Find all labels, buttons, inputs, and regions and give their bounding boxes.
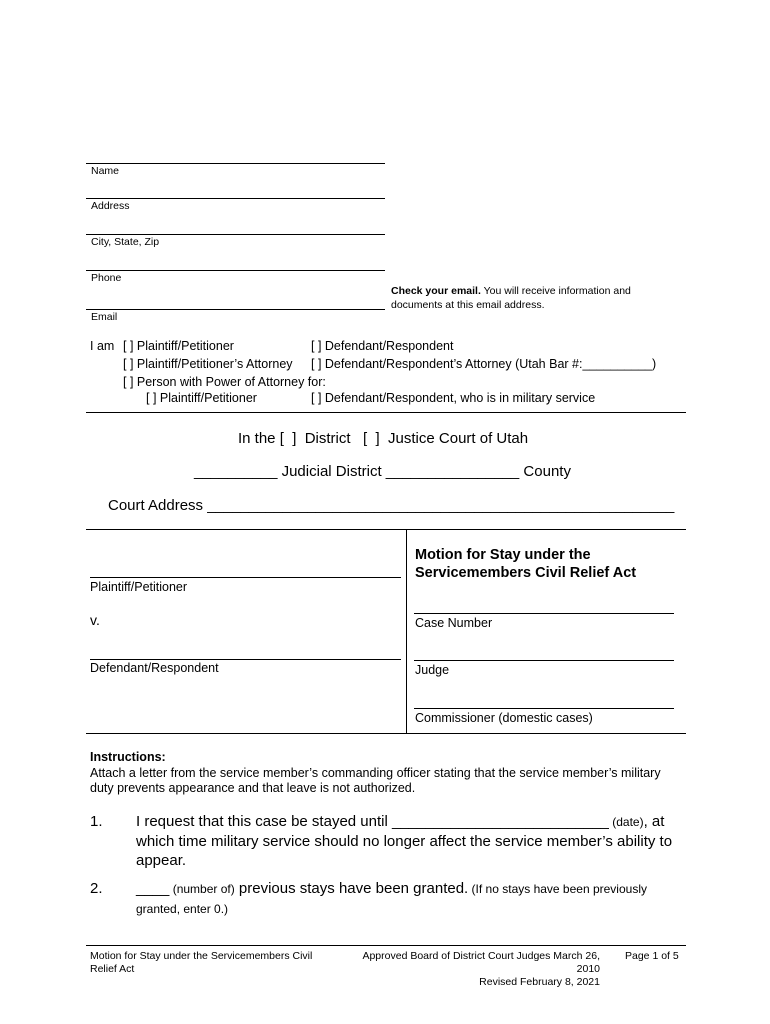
title-line1: Motion for Stay under the (415, 547, 591, 563)
email-line[interactable] (86, 309, 385, 310)
footer-left-line2: Relief Act (90, 963, 135, 975)
role-poa[interactable]: [ ] Person with Power of Attorney for: (123, 375, 326, 389)
role-poa-defendant[interactable]: [ ] Defendant/Respondent, who is in military service (311, 391, 596, 405)
item-2-count-blank[interactable]: ____ (136, 880, 170, 897)
city-state-zip-label: City, State, Zip (91, 236, 160, 248)
item-1-number: 1. (90, 813, 103, 830)
versus: v. (90, 612, 100, 628)
divider-caption-bottom (86, 733, 686, 734)
footer-left (90, 950, 312, 976)
email-note-rest: You will receive information and (480, 285, 631, 297)
name-line[interactable] (86, 163, 385, 164)
role-plaintiff[interactable]: [ ] Plaintiff/Petitioner (123, 339, 234, 353)
phone-label: Phone (91, 272, 122, 284)
email-note-line2: documents at this email address. (391, 299, 545, 311)
item-2-text (136, 879, 676, 919)
judge-label: Judge (415, 663, 450, 677)
email-note-bold: Check your email. (391, 285, 481, 297)
commissioner-label: Commissioner (domestic cases) (415, 711, 593, 725)
footer-left-line1: Motion for Stay under the Servicemembers Civil (90, 950, 313, 962)
caption-vertical-divider (406, 530, 407, 733)
instructions-text: Attach a letter from the service member’s commanding officer stating that the service member’s military duty prevents appearance and that leave is not authorized. (90, 766, 661, 795)
role-intro: I am (90, 339, 115, 353)
item-2-number-hint: (number of) (169, 882, 235, 896)
role-poa-plaintiff[interactable]: [ ] Plaintiff/Petitioner (146, 391, 257, 405)
divider-caption-top (86, 529, 686, 530)
item-1-part2: , at which time military service should no longer affect the service member’s ability to appear. (136, 813, 673, 869)
item-1-text (136, 812, 681, 870)
case-number-line[interactable] (414, 613, 674, 614)
title-line2: Servicemembers Civil Relief Act (415, 565, 637, 581)
footer-center (346, 950, 600, 989)
judicial-district-line[interactable]: __________ Judicial District ________________ County (194, 463, 571, 480)
divider-top (86, 412, 686, 413)
footer-page-number: Page 1 of 5 (625, 950, 679, 962)
footer-center-line1: Approved Board of District Court Judges March 26, 2010 (362, 950, 600, 975)
email-note (391, 284, 671, 312)
plaintiff-name-line[interactable] (90, 577, 401, 578)
item-2-part1: previous stays have been granted. (234, 880, 469, 897)
plaintiff-label: Plaintiff/Petitioner (90, 580, 188, 594)
name-label: Name (91, 165, 120, 177)
role-plaintiff-attorney[interactable]: [ ] Plaintiff/Petitioner’s Attorney (123, 357, 293, 371)
judge-line[interactable] (414, 660, 674, 661)
address-label: Address (91, 200, 130, 212)
item-1-part1[interactable]: I request that this case be stayed until __________________________ (136, 813, 609, 830)
city-state-zip-line[interactable] (86, 234, 385, 235)
case-number-label: Case Number (415, 616, 493, 630)
role-defendant-attorney[interactable]: [ ] Defendant/Respondent’s Attorney (Utah Bar #:__________) (311, 357, 657, 371)
phone-line[interactable] (86, 270, 385, 271)
footer-divider (86, 945, 686, 946)
instructions-heading: Instructions: (90, 750, 166, 764)
item-1-date-hint: (date) (608, 815, 644, 829)
document-title (415, 546, 636, 582)
email-label: Email (91, 311, 118, 323)
item-2-number: 2. (90, 880, 103, 897)
defendant-name-line[interactable] (90, 659, 401, 660)
defendant-label: Defendant/Respondent (90, 661, 219, 675)
footer-center-line2: Revised February 8, 2021 (479, 976, 600, 988)
court-type-line[interactable]: In the [ ] District [ ] Justice Court of Utah (238, 430, 529, 447)
item-2-note: (If no stays have been previously granted, enter 0.) (136, 882, 647, 916)
address-line[interactable] (86, 198, 385, 199)
commissioner-line[interactable] (414, 708, 674, 709)
court-address-line[interactable]: Court Address ________________________________________________________ (108, 497, 675, 514)
role-defendant[interactable]: [ ] Defendant/Respondent (311, 339, 454, 353)
